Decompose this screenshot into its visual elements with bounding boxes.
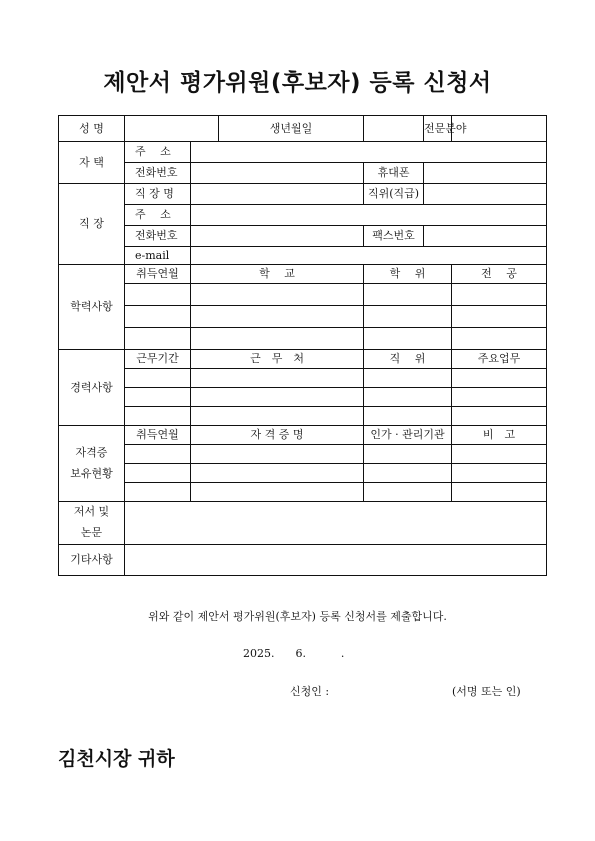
license-remarks-cell[interactable] xyxy=(452,445,547,464)
career-position-cell[interactable] xyxy=(364,369,452,388)
license-date-cell[interactable] xyxy=(125,464,191,483)
license-date-cell[interactable] xyxy=(125,483,191,502)
publications-label xyxy=(59,502,125,545)
home-mobile-label: 휴대폰 xyxy=(364,163,424,184)
license-entry-row xyxy=(59,464,547,483)
work-email-label: e-mail xyxy=(125,247,191,265)
career-entry-row xyxy=(59,369,547,388)
career-position-cell[interactable] xyxy=(364,407,452,426)
license-col-remarks: 비 고 xyxy=(452,426,547,445)
addressee: 김천시장 귀하 xyxy=(58,748,175,770)
license-name-cell[interactable] xyxy=(191,445,364,464)
education-degree-cell[interactable] xyxy=(364,306,452,328)
registration-form-table xyxy=(58,115,547,576)
home-section-label: 자 택 xyxy=(59,142,125,184)
work-position-value[interactable] xyxy=(424,184,547,205)
birth-label: 생년월일 xyxy=(219,116,364,142)
publications-value[interactable] xyxy=(125,502,547,545)
etc-label: 기타사항 xyxy=(59,544,125,575)
work-company-row xyxy=(59,184,547,205)
etc-value[interactable] xyxy=(125,544,547,575)
work-position-label: 직위(직급) xyxy=(364,184,424,205)
name-row xyxy=(59,116,547,142)
home-address-label: 주 소 xyxy=(125,142,191,163)
license-entry-row xyxy=(59,445,547,464)
education-entry-row xyxy=(59,284,547,306)
name-label: 성 명 xyxy=(59,116,125,142)
career-col-period: 근무기간 xyxy=(125,350,191,369)
license-agency-cell[interactable] xyxy=(364,445,452,464)
license-col-name: 자 격 증 명 xyxy=(191,426,364,445)
education-col-degree: 학 위 xyxy=(364,265,452,284)
etc-row xyxy=(59,544,547,575)
career-period-cell[interactable] xyxy=(125,407,191,426)
license-name-cell[interactable] xyxy=(191,483,364,502)
work-phone-value[interactable] xyxy=(191,226,364,247)
education-header-row xyxy=(59,265,547,284)
home-phone-row xyxy=(59,163,547,184)
work-fax-label: 팩스번호 xyxy=(364,226,424,247)
career-section-label: 경력사항 xyxy=(59,350,125,426)
submission-date: 2025. 6. . xyxy=(243,647,345,660)
career-entry-row xyxy=(59,388,547,407)
license-header-row xyxy=(59,426,547,445)
career-position-cell[interactable] xyxy=(364,388,452,407)
license-name-cell[interactable] xyxy=(191,464,364,483)
work-address-label: 주 소 xyxy=(125,205,191,226)
license-section-line2: 보유현황 xyxy=(70,466,113,480)
home-mobile-value[interactable] xyxy=(424,163,547,184)
career-duties-cell[interactable] xyxy=(452,388,547,407)
home-address-row xyxy=(59,142,547,163)
career-col-position: 직 위 xyxy=(364,350,452,369)
career-workplace-cell[interactable] xyxy=(191,369,364,388)
education-school-cell[interactable] xyxy=(191,284,364,306)
work-address-value[interactable] xyxy=(191,205,547,226)
field-label: 전문분야 xyxy=(424,116,452,142)
work-company-value[interactable] xyxy=(191,184,364,205)
license-remarks-cell[interactable] xyxy=(452,483,547,502)
home-phone-label: 전화번호 xyxy=(125,163,191,184)
education-entry-row xyxy=(59,328,547,350)
work-company-label: 직 장 명 xyxy=(125,184,191,205)
license-entry-row xyxy=(59,483,547,502)
career-col-workplace: 근 무 처 xyxy=(191,350,364,369)
publications-row xyxy=(59,502,547,545)
career-workplace-cell[interactable] xyxy=(191,388,364,407)
home-address-value[interactable] xyxy=(191,142,547,163)
education-date-cell[interactable] xyxy=(125,284,191,306)
work-fax-value[interactable] xyxy=(424,226,547,247)
education-date-cell[interactable] xyxy=(125,306,191,328)
work-section-label: 직 장 xyxy=(59,184,125,265)
education-entry-row xyxy=(59,306,547,328)
signature-label: (서명 또는 인) xyxy=(452,685,521,698)
work-phone-label: 전화번호 xyxy=(125,226,191,247)
license-section-line1: 자격증 xyxy=(75,445,108,459)
license-section-label xyxy=(59,426,125,502)
career-period-cell[interactable] xyxy=(125,369,191,388)
license-agency-cell[interactable] xyxy=(364,483,452,502)
home-phone-value[interactable] xyxy=(191,163,364,184)
document-title: 제안서 평가위원(후보자) 등록 신청서 xyxy=(103,70,492,96)
education-major-cell[interactable] xyxy=(452,284,547,306)
education-col-major: 전 공 xyxy=(452,265,547,284)
education-degree-cell[interactable] xyxy=(364,284,452,306)
career-header-row xyxy=(59,350,547,369)
license-date-cell[interactable] xyxy=(125,445,191,464)
work-email-value[interactable] xyxy=(191,247,547,265)
applicant-label: 신청인 : xyxy=(290,685,330,698)
education-col-date: 취득연월 xyxy=(125,265,191,284)
education-school-cell[interactable] xyxy=(191,306,364,328)
education-col-school: 학 교 xyxy=(191,265,364,284)
career-workplace-cell[interactable] xyxy=(191,407,364,426)
work-email-row xyxy=(59,247,547,265)
education-date-cell[interactable] xyxy=(125,328,191,350)
publications-line1: 저서 및 xyxy=(73,505,110,518)
education-section-label: 학력사항 xyxy=(59,265,125,350)
education-school-cell[interactable] xyxy=(191,328,364,350)
license-col-agency: 인가 · 관리기관 xyxy=(364,426,452,445)
submission-statement: 위와 같이 제안서 평가위원(후보자) 등록 신청서를 제출합니다. xyxy=(148,610,447,623)
education-degree-cell[interactable] xyxy=(364,328,452,350)
birth-value[interactable] xyxy=(364,116,424,142)
license-agency-cell[interactable] xyxy=(364,464,452,483)
career-period-cell[interactable] xyxy=(125,388,191,407)
name-value[interactable] xyxy=(125,116,219,142)
publications-line2: 논문 xyxy=(80,525,103,539)
license-col-date: 취득연월 xyxy=(125,426,191,445)
career-duties-cell[interactable] xyxy=(452,369,547,388)
work-address-row xyxy=(59,205,547,226)
education-major-cell[interactable] xyxy=(452,328,547,350)
career-duties-cell[interactable] xyxy=(452,407,547,426)
career-entry-row xyxy=(59,407,547,426)
education-major-cell[interactable] xyxy=(452,306,547,328)
work-phone-row xyxy=(59,226,547,247)
career-col-duties: 주요업무 xyxy=(452,350,547,369)
license-remarks-cell[interactable] xyxy=(452,464,547,483)
